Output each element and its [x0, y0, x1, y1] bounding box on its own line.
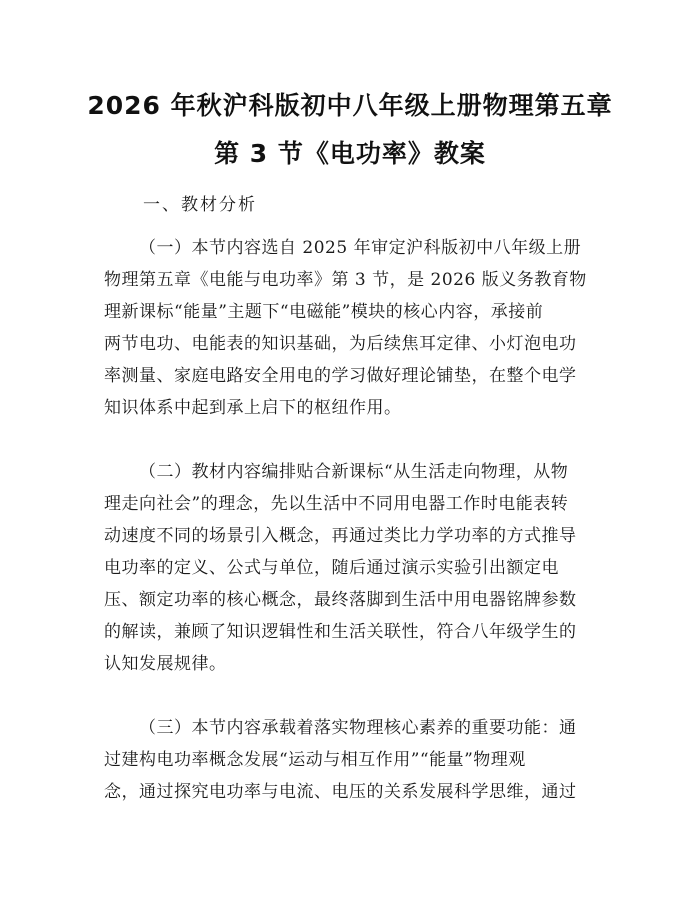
- paragraph-line: 压、额定功率的核心概念，最终落脚到生活中用电器铭牌参数: [104, 590, 577, 610]
- section-heading: 一、教材分析: [143, 195, 257, 215]
- paragraph-line: 的解读，兼顾了知识逻辑性和生活关联性，符合八年级学生的: [104, 622, 577, 642]
- paragraph-1: [104, 232, 604, 424]
- document-title-line-1: 2026 年秋沪科版初中八年级上册物理第五章: [87, 91, 613, 120]
- paragraph-line: 电功率的定义、公式与单位，随后通过演示实验引出额定电: [104, 558, 559, 578]
- paragraph-line: 理新课标“能量”主题下“电磁能”模块的核心内容，承接前: [104, 302, 544, 322]
- paragraph-line: 认知发展规律。: [104, 654, 227, 674]
- paragraph-line: 动速度不同的场景引入概念，再通过类比力学功率的方式推导: [104, 526, 577, 546]
- paragraph-line: （二）教材内容编排贴合新课标“从生活走向物理，从物: [139, 462, 569, 482]
- paragraph-line: （三）本节内容承载着落实物理核心素养的重要功能：通: [139, 718, 577, 738]
- paragraph-line: 率测量、家庭电路安全用电的学习做好理论铺垫，在整个电学: [104, 366, 577, 386]
- paragraph-line: （一）本节内容选自 2025 年审定沪科版初中八年级上册: [139, 238, 582, 258]
- document-title-line-2: 第 3 节《电功率》教案: [214, 139, 486, 168]
- paragraph-line: 念，通过探究电功率与电流、电压的关系发展科学思维，通过: [104, 782, 577, 802]
- paragraph-line: 两节电功、电能表的知识基础，为后续焦耳定律、小灯泡电功: [104, 334, 577, 354]
- paragraph-3: [104, 712, 604, 808]
- paragraph-line: 知识体系中起到承上启下的枢纽作用。: [104, 398, 402, 418]
- paragraph-line: 过建构电功率概念发展“运动与相互作用”“能量”物理观: [104, 750, 526, 770]
- paragraph-line: 理走向社会”的理念，先以生活中不同用电器工作时电能表转: [104, 494, 569, 514]
- paragraph-2: [104, 456, 604, 680]
- paragraph-line: 物理第五章《电能与电功率》第 3 节，是 2026 版义务教育物: [104, 270, 587, 290]
